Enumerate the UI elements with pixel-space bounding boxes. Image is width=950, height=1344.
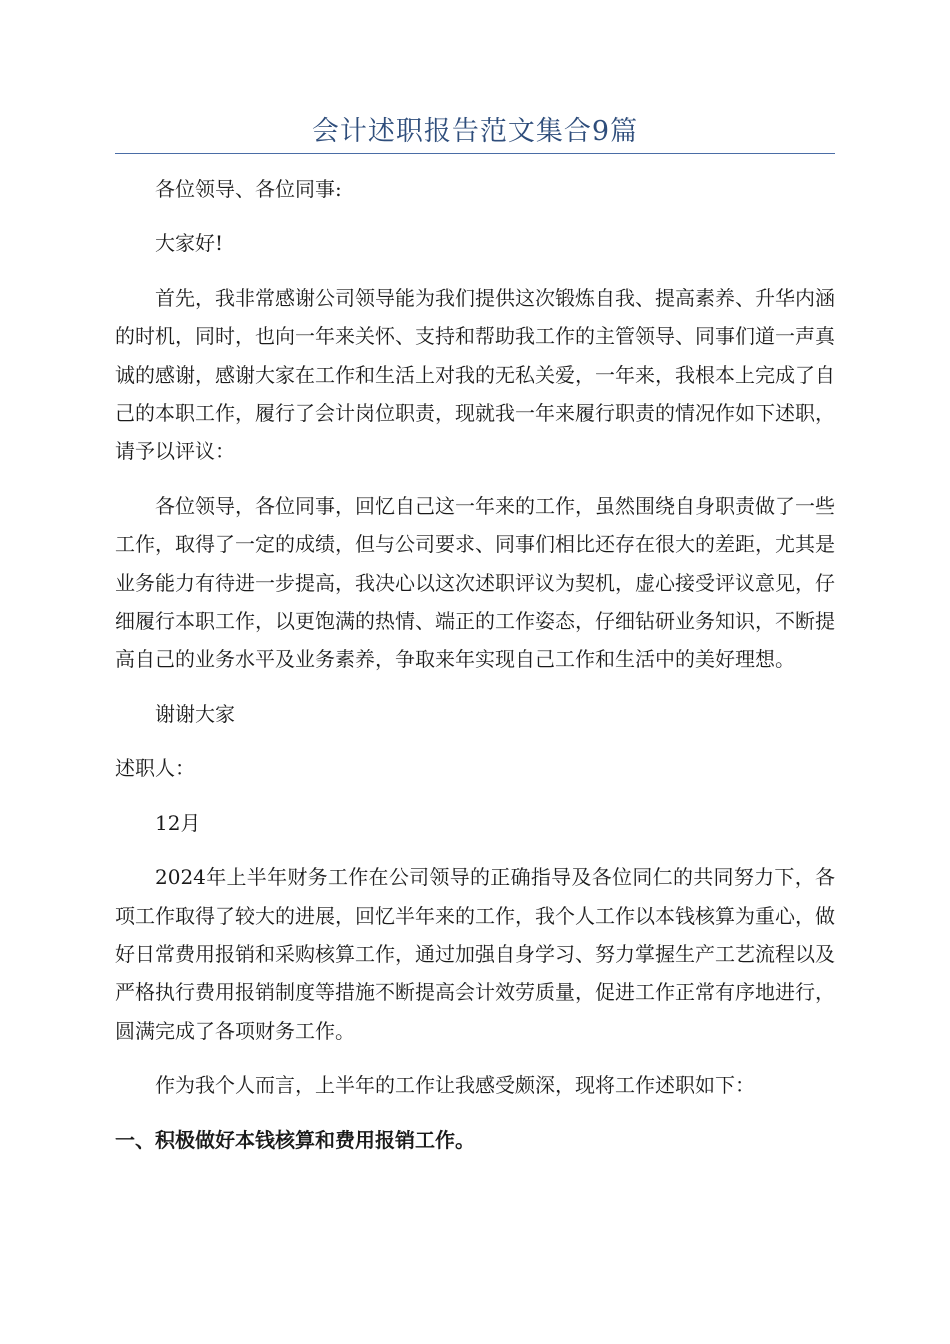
document-body [115, 170, 835, 1175]
closing-thanks: 谢谢大家 [155, 701, 235, 726]
greeting: 大家好! [155, 231, 224, 256]
document-title: 会计述职报告范文集合9篇 [311, 116, 639, 147]
date-line: 12月 [155, 810, 201, 835]
signature-label: 述职人： [115, 756, 195, 781]
section-heading: 一、积极做好本钱核算和费用报销工作。 [115, 1127, 475, 1152]
paragraph-review: 各位领导，各位同事，回忆自己这一年来的工作，虽然围绕自身职责做了一些工作，取得了一定的成绩，但与公司要求、同事们相比还存在很大的差距，尤其是业务能力有待进一步提高，我决心以这次述职评议为契机，虚心接受评议意见，仔细履行本职工作，以更饱满的热情、端正的工作姿态，仔细钻研业务知识，不断提高自己的业务水平及业务素养，争取来年实现自己工作和生活中的美好理想。 [115, 493, 835, 672]
paragraph-half-year: 2024年上半年财务工作在公司领导的正确指导及各位同仁的共同努力下，各项工作取得了较大的进展，回忆半年来的工作，我个人工作以本钱核算为重心，做好日常费用报销和采购核算工作，通过加强自身学习、努力掌握生产工艺流程以及严格执行费用报销制度等措施不断提高会计效劳质量，促进工作正常有序地进行，圆满完成了各项财务工作。 [115, 865, 835, 1043]
paragraph-thanks: 首先，我非常感谢公司领导能为我们提供这次锻炼自我、提高素养、升华内涵的时机，同时，也向一年来关怀、支持和帮助我工作的主管领导、同事们道一声真诚的感谢，感谢大家在工作和生活上对我的无私关爱，一年来，我根本上完成了自己的本职工作，履行了会计岗位职责，现就我一年来履行职责的情况作如下述职，请予以评议： [115, 285, 835, 464]
salutation: 各位领导、各位同事: [155, 177, 342, 201]
paragraph-intro: 作为我个人而言，上半年的工作让我感受颇深，现将工作述职如下： [155, 1073, 755, 1098]
title-underline [115, 153, 835, 154]
